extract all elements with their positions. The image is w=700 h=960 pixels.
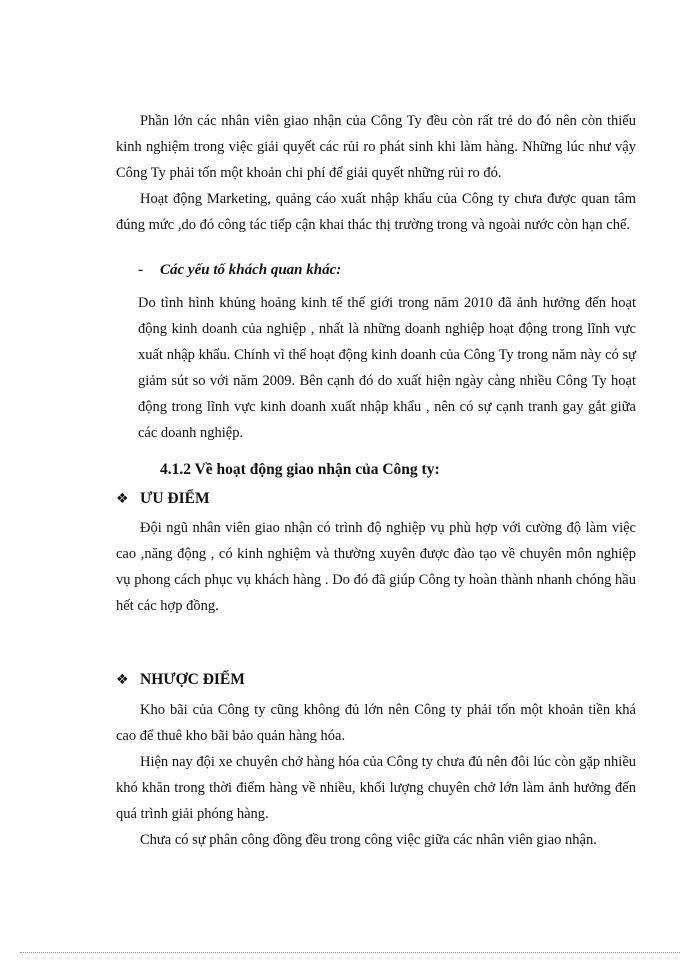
external-factors-block	[138, 290, 636, 446]
intro-paragraphs	[116, 108, 636, 238]
paragraph-staff-experience: Phần lớn các nhân viên giao nhận của Công Ty đều còn rất trẻ do đó nên còn thiếu kinh nghiệm trong việc giải quyết các rủi ro phát sinh khi làm hàng. Những lúc như vậy Công Ty phải tốn một khoản chi phí để giải quyết những rủi ro đó.	[116, 113, 636, 181]
external-factors-heading	[138, 262, 341, 279]
paragraph-external-factors: Do tình hình khủng hoảng kinh tế thế giới trong năm 2010 đã ảnh hưởng đến hoạt động kinh doanh của nghiệp , nhất là những doanh nghiệp hoạt động trong lĩnh vực xuất nhập khẩu. Chính vì thế hoạt động kinh doanh của Công Ty trong năm này có sự giảm sút so với năm 2009. Bên cạnh đó do xuất hiện ngày càng nhiều Công Ty hoạt động trong lĩnh vực kinh doanh xuất nhập khẩu , nên có sự cạnh tranh gay gắt giữa các doanh nghiệp.	[138, 295, 636, 441]
strengths-title: ƯU ĐIỂM	[140, 490, 210, 507]
strengths-block	[116, 515, 636, 619]
strengths-heading	[116, 490, 210, 508]
weaknesses-block	[116, 697, 636, 853]
paragraph-warehouse: Kho bãi của Công ty cũng không đủ lớn nên Công ty phải tốn một khoản tiền khá cao để thuê kho bãi bảo quản hàng hóa.	[116, 702, 636, 744]
footer-divider	[20, 952, 680, 953]
dash-bullet: -	[138, 262, 143, 278]
section-heading-4-1-2: 4.1.2 Về hoạt động giao nhận của Công ty:	[160, 461, 440, 478]
paragraph-trucks: Hiện nay đội xe chuyên chở hàng hóa của Công ty chưa đủ nên đôi lúc còn gặp nhiều khó khăn trong thời điểm hàng về nhiều, khối lượng chuyên chở lớn làm ảnh hưởng đến quá trình giải phóng hàng.	[116, 754, 636, 822]
weaknesses-title: NHƯỢC ĐIỂM	[140, 671, 245, 688]
diamond-bullet-icon: ❖	[116, 491, 129, 507]
paragraph-assignment: Chưa có sự phân công đồng đều trong công việc giữa các nhân viên giao nhận.	[140, 832, 597, 848]
weaknesses-heading	[116, 671, 245, 689]
external-factors-title: Các yếu tố khách quan khác:	[160, 262, 342, 278]
diamond-bullet-icon: ❖	[116, 672, 129, 688]
paragraph-marketing: Hoạt động Marketing, quảng cáo xuất nhập khẩu của Công ty chưa được quan tâm đúng mức ,do đó công tác tiếp cận khai thác thị trường trong và ngoài nước còn hạn chế.	[116, 191, 636, 233]
paragraph-strengths: Đội ngũ nhân viên giao nhận có trình độ nghiệp vụ phù hợp với cường độ làm việc cao ,năng động , có kinh nghiệm và thường xuyên được đào tạo về chuyên môn nghiệp vụ phong cách phục vụ khách hàng . Do đó đã giúp Công ty hoàn thành nhanh chóng hầu hết các hợp đồng.	[116, 520, 636, 614]
